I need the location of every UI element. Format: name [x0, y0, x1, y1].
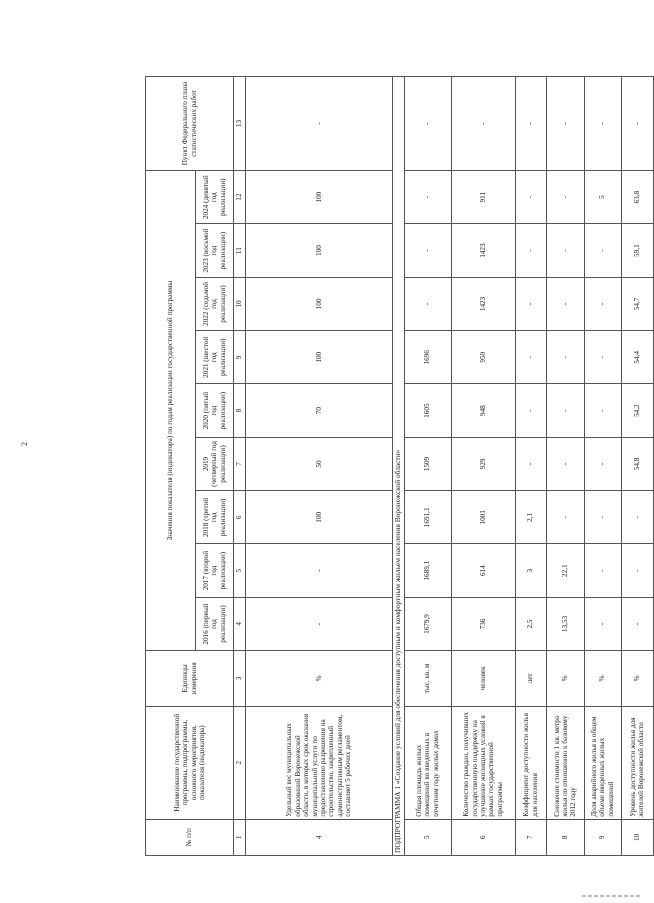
row-value: 948 — [451, 384, 515, 437]
row-value: 1509 — [404, 437, 451, 490]
table-row — [246, 77, 393, 856]
column-numbers-row — [234, 77, 246, 856]
header-num: № п/п — [146, 819, 234, 855]
row-value: - — [546, 384, 584, 437]
header-year: 2019 (четвертый год реализации) — [196, 437, 234, 490]
header-year: 2021 (шестой год реализации) — [196, 331, 234, 384]
col-number: 8 — [234, 384, 246, 437]
row-num: 8 — [546, 819, 584, 855]
row-value: - — [515, 170, 546, 223]
col-number: 10 — [234, 277, 246, 330]
row-value: 50 — [246, 437, 393, 490]
row-value: - — [404, 224, 451, 277]
scan-edge-mark — [582, 895, 640, 897]
header-point: Пункт Федерального плана статистических работ — [146, 77, 234, 171]
row-name: Уровень доступности жилья для жителей Воронежской области — [621, 706, 653, 819]
row-value: - — [546, 491, 584, 544]
row-value: - — [404, 277, 451, 330]
row-num: 4 — [246, 819, 393, 855]
col-number: 13 — [234, 77, 246, 171]
table-row — [621, 77, 653, 856]
row-name: Удельный вес муниципальных образований Воронежской области, в которых срок оказания муниципальной услуги по предоставлению разрешения на строительство, закрепленный административным регламентом, составляет 5 рабочих дней — [246, 706, 393, 819]
row-value: - — [584, 544, 621, 597]
row-value: - — [546, 224, 584, 277]
col-number: 11 — [234, 224, 246, 277]
row-value: - — [546, 437, 584, 490]
row-value: - — [404, 170, 451, 223]
row-value: 2,1 — [515, 491, 546, 544]
row-value: 2,5 — [515, 597, 546, 650]
header-name: Наименование государственной программы, подпрограммы, основного мероприятия, показателя (индикатора) — [146, 706, 234, 819]
row-num: 5 — [404, 819, 451, 855]
row-num: 10 — [621, 819, 653, 855]
row-value: 1423 — [451, 277, 515, 330]
row-name: Снижение стоимости 1 кв. метра жилья по отношению к базовому 2012 году — [546, 706, 584, 819]
row-value: - — [246, 544, 393, 597]
row-num: 6 — [451, 819, 515, 855]
row-value: 63,8 — [621, 170, 653, 223]
row-value: - — [546, 170, 584, 223]
col-number: 5 — [234, 544, 246, 597]
row-value: 100 — [246, 224, 393, 277]
table-row — [404, 77, 451, 856]
header-year: 2024 (девятый год реализации) — [196, 170, 234, 223]
row-value: 13,53 — [546, 597, 584, 650]
indicator-table — [145, 76, 654, 856]
row-unit: % — [621, 651, 653, 706]
row-unit: % — [546, 651, 584, 706]
row-value: - — [246, 597, 393, 650]
row-unit: тыс. кв. м — [404, 651, 451, 706]
row-name: Коэффициент доступности жилья для населения — [515, 706, 546, 819]
row-value: 950 — [451, 331, 515, 384]
row-value: 1001 — [451, 491, 515, 544]
row-value: 100 — [246, 277, 393, 330]
col-number: 6 — [234, 491, 246, 544]
row-point: - — [584, 77, 621, 171]
row-point: - — [451, 77, 515, 171]
row-value: - — [584, 597, 621, 650]
row-point: - — [515, 77, 546, 171]
row-value: 3 — [515, 544, 546, 597]
row-value: - — [584, 437, 621, 490]
header-year: 2020 (пятый год реализации) — [196, 384, 234, 437]
row-value: - — [515, 437, 546, 490]
subprogram-row — [393, 77, 405, 856]
header-year: 2018 (третий год реализации) — [196, 491, 234, 544]
row-value: - — [515, 384, 546, 437]
row-value: 736 — [451, 597, 515, 650]
row-value: 54,4 — [621, 331, 653, 384]
row-name: Доля аварийного жилья в общем объеме введенных жилых помещений — [584, 706, 621, 819]
row-value: 59,1 — [621, 224, 653, 277]
row-unit: % — [584, 651, 621, 706]
row-num: 7 — [515, 819, 546, 855]
col-number: 9 — [234, 331, 246, 384]
row-unit: лет — [515, 651, 546, 706]
row-value: 614 — [451, 544, 515, 597]
row-value: - — [584, 331, 621, 384]
row-point: - — [404, 77, 451, 171]
row-point: - — [246, 77, 393, 171]
row-value: 1696 — [404, 331, 451, 384]
row-value: 1689,1 — [404, 544, 451, 597]
row-value: 1605 — [404, 384, 451, 437]
header-year: 2023 (восьмой год реализации) — [196, 224, 234, 277]
header-year: 2022 (седьмой год реализации) — [196, 277, 234, 330]
row-value: - — [584, 384, 621, 437]
row-value: - — [584, 277, 621, 330]
row-name: Общая площадь жилых помещений во введенных в отчетном году жилых домах — [404, 706, 451, 819]
col-number: 3 — [234, 651, 246, 706]
col-number: 2 — [234, 706, 246, 819]
header-year: 2016 (первый год реализации) — [196, 597, 234, 650]
row-point: - — [546, 77, 584, 171]
row-value: - — [621, 491, 653, 544]
table-row — [584, 77, 621, 856]
rotated-table-container — [145, 76, 646, 856]
row-value: 54,7 — [621, 277, 653, 330]
row-value: 5 — [584, 170, 621, 223]
row-value: 70 — [246, 384, 393, 437]
row-value: 911 — [451, 170, 515, 223]
header-row-group — [146, 77, 196, 856]
header-unit: Единицы измерения — [146, 651, 234, 706]
col-number: 1 — [234, 819, 246, 855]
row-value: 1691,1 — [404, 491, 451, 544]
row-value: - — [515, 331, 546, 384]
row-value: - — [621, 544, 653, 597]
row-value: 100 — [246, 331, 393, 384]
row-value: 1423 — [451, 224, 515, 277]
row-value: 100 — [246, 170, 393, 223]
row-value: 54,2 — [621, 384, 653, 437]
row-value: 22,1 — [546, 544, 584, 597]
row-unit: % — [246, 651, 393, 706]
page-number: 2 — [20, 442, 29, 446]
row-value: 54,8 — [621, 437, 653, 490]
row-value: - — [621, 597, 653, 650]
row-value: - — [515, 224, 546, 277]
table-row — [515, 77, 546, 856]
row-value: 100 — [246, 491, 393, 544]
row-name: Количество граждан, получивших государственную поддержку на улучшение жилищных условий в рамках государственной программы — [451, 706, 515, 819]
row-point: - — [621, 77, 653, 171]
subprogram-title: ПОДПРОГРАММА 1 «Создание условий для обеспечения доступным и комфортным жильем населения Воронежской области» — [393, 77, 405, 856]
table-row — [546, 77, 584, 856]
row-value: 1679,9 — [404, 597, 451, 650]
row-value: - — [584, 224, 621, 277]
col-number: 7 — [234, 437, 246, 490]
row-value: - — [515, 277, 546, 330]
table-row — [451, 77, 515, 856]
row-unit: человек — [451, 651, 515, 706]
row-num: 9 — [584, 819, 621, 855]
col-number: 12 — [234, 170, 246, 223]
row-value: 929 — [451, 437, 515, 490]
row-value: - — [546, 277, 584, 330]
header-year: 2017 (второй год реализации) — [196, 544, 234, 597]
col-number: 4 — [234, 597, 246, 650]
row-value: - — [584, 491, 621, 544]
row-value: - — [546, 331, 584, 384]
header-values-group: Значения показателя (индикатора) по годам реализации государственной программы — [146, 170, 196, 650]
